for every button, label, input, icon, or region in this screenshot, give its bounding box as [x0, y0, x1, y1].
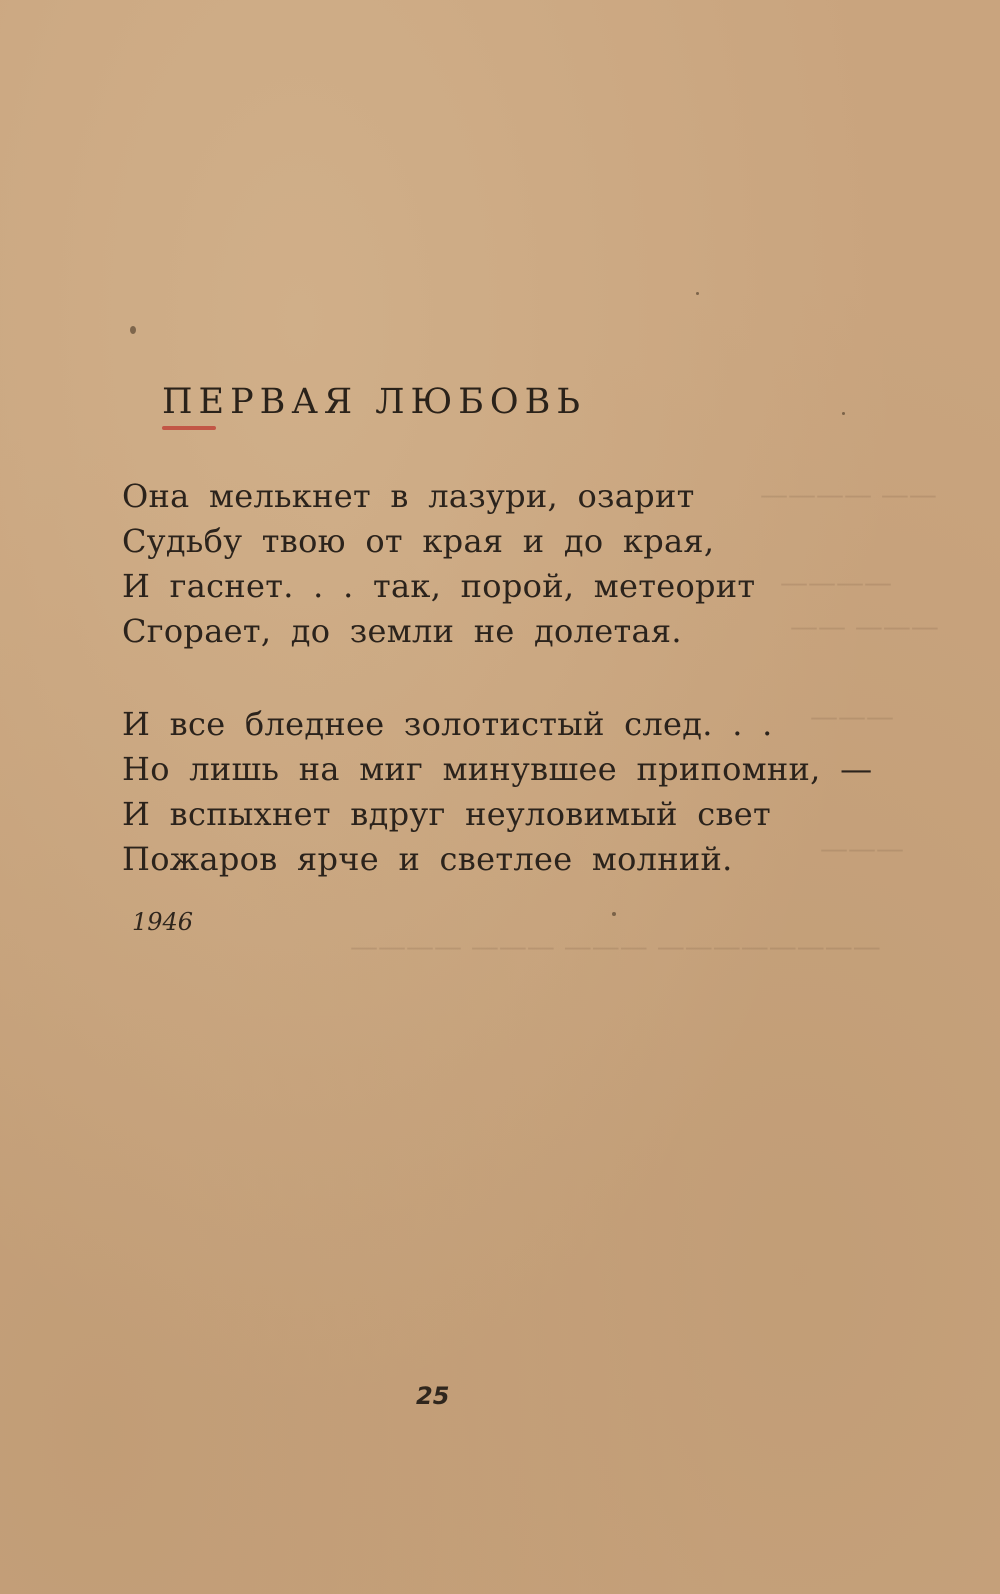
- poem-line: Она мелькнет в лазури, озарит: [122, 477, 695, 515]
- stanza-1: [122, 474, 755, 654]
- ink-speck: [842, 412, 845, 415]
- poem-line: Сгорает, до земли не долетая.: [122, 612, 682, 650]
- ink-speck: [696, 292, 699, 295]
- red-pencil-mark: [162, 426, 216, 430]
- show-through-text: —— ———: [790, 610, 939, 643]
- poem-line: И гаснет. . . так, порой, метеорит: [122, 567, 756, 605]
- poem-line: Судьбу твою от края и до края,: [122, 522, 715, 560]
- poem-line: Пожаров ярче и светлее молний.: [122, 840, 733, 878]
- show-through-text: ———— ——: [760, 478, 937, 511]
- show-through-text: ———: [810, 700, 894, 733]
- page-number: 25: [416, 1382, 450, 1410]
- show-through-text: ———— ——— ——— ————————: [350, 930, 881, 963]
- poem-year: 1946: [132, 908, 194, 936]
- show-through-text: ———: [820, 832, 904, 865]
- stanza-2: [122, 702, 872, 882]
- ink-speck: [612, 912, 616, 916]
- poem-title: ПЕРВАЯ ЛЮБОВЬ: [162, 382, 586, 422]
- poem-line: И все бледнее золотистый след. . .: [122, 705, 773, 743]
- ink-speck: [130, 326, 136, 334]
- show-through-text: ————: [780, 566, 892, 599]
- poem-line: Но лишь на миг минувшее припомни, —: [122, 750, 873, 788]
- poem-line: И вспыхнет вдруг неуловимый свет: [122, 795, 772, 833]
